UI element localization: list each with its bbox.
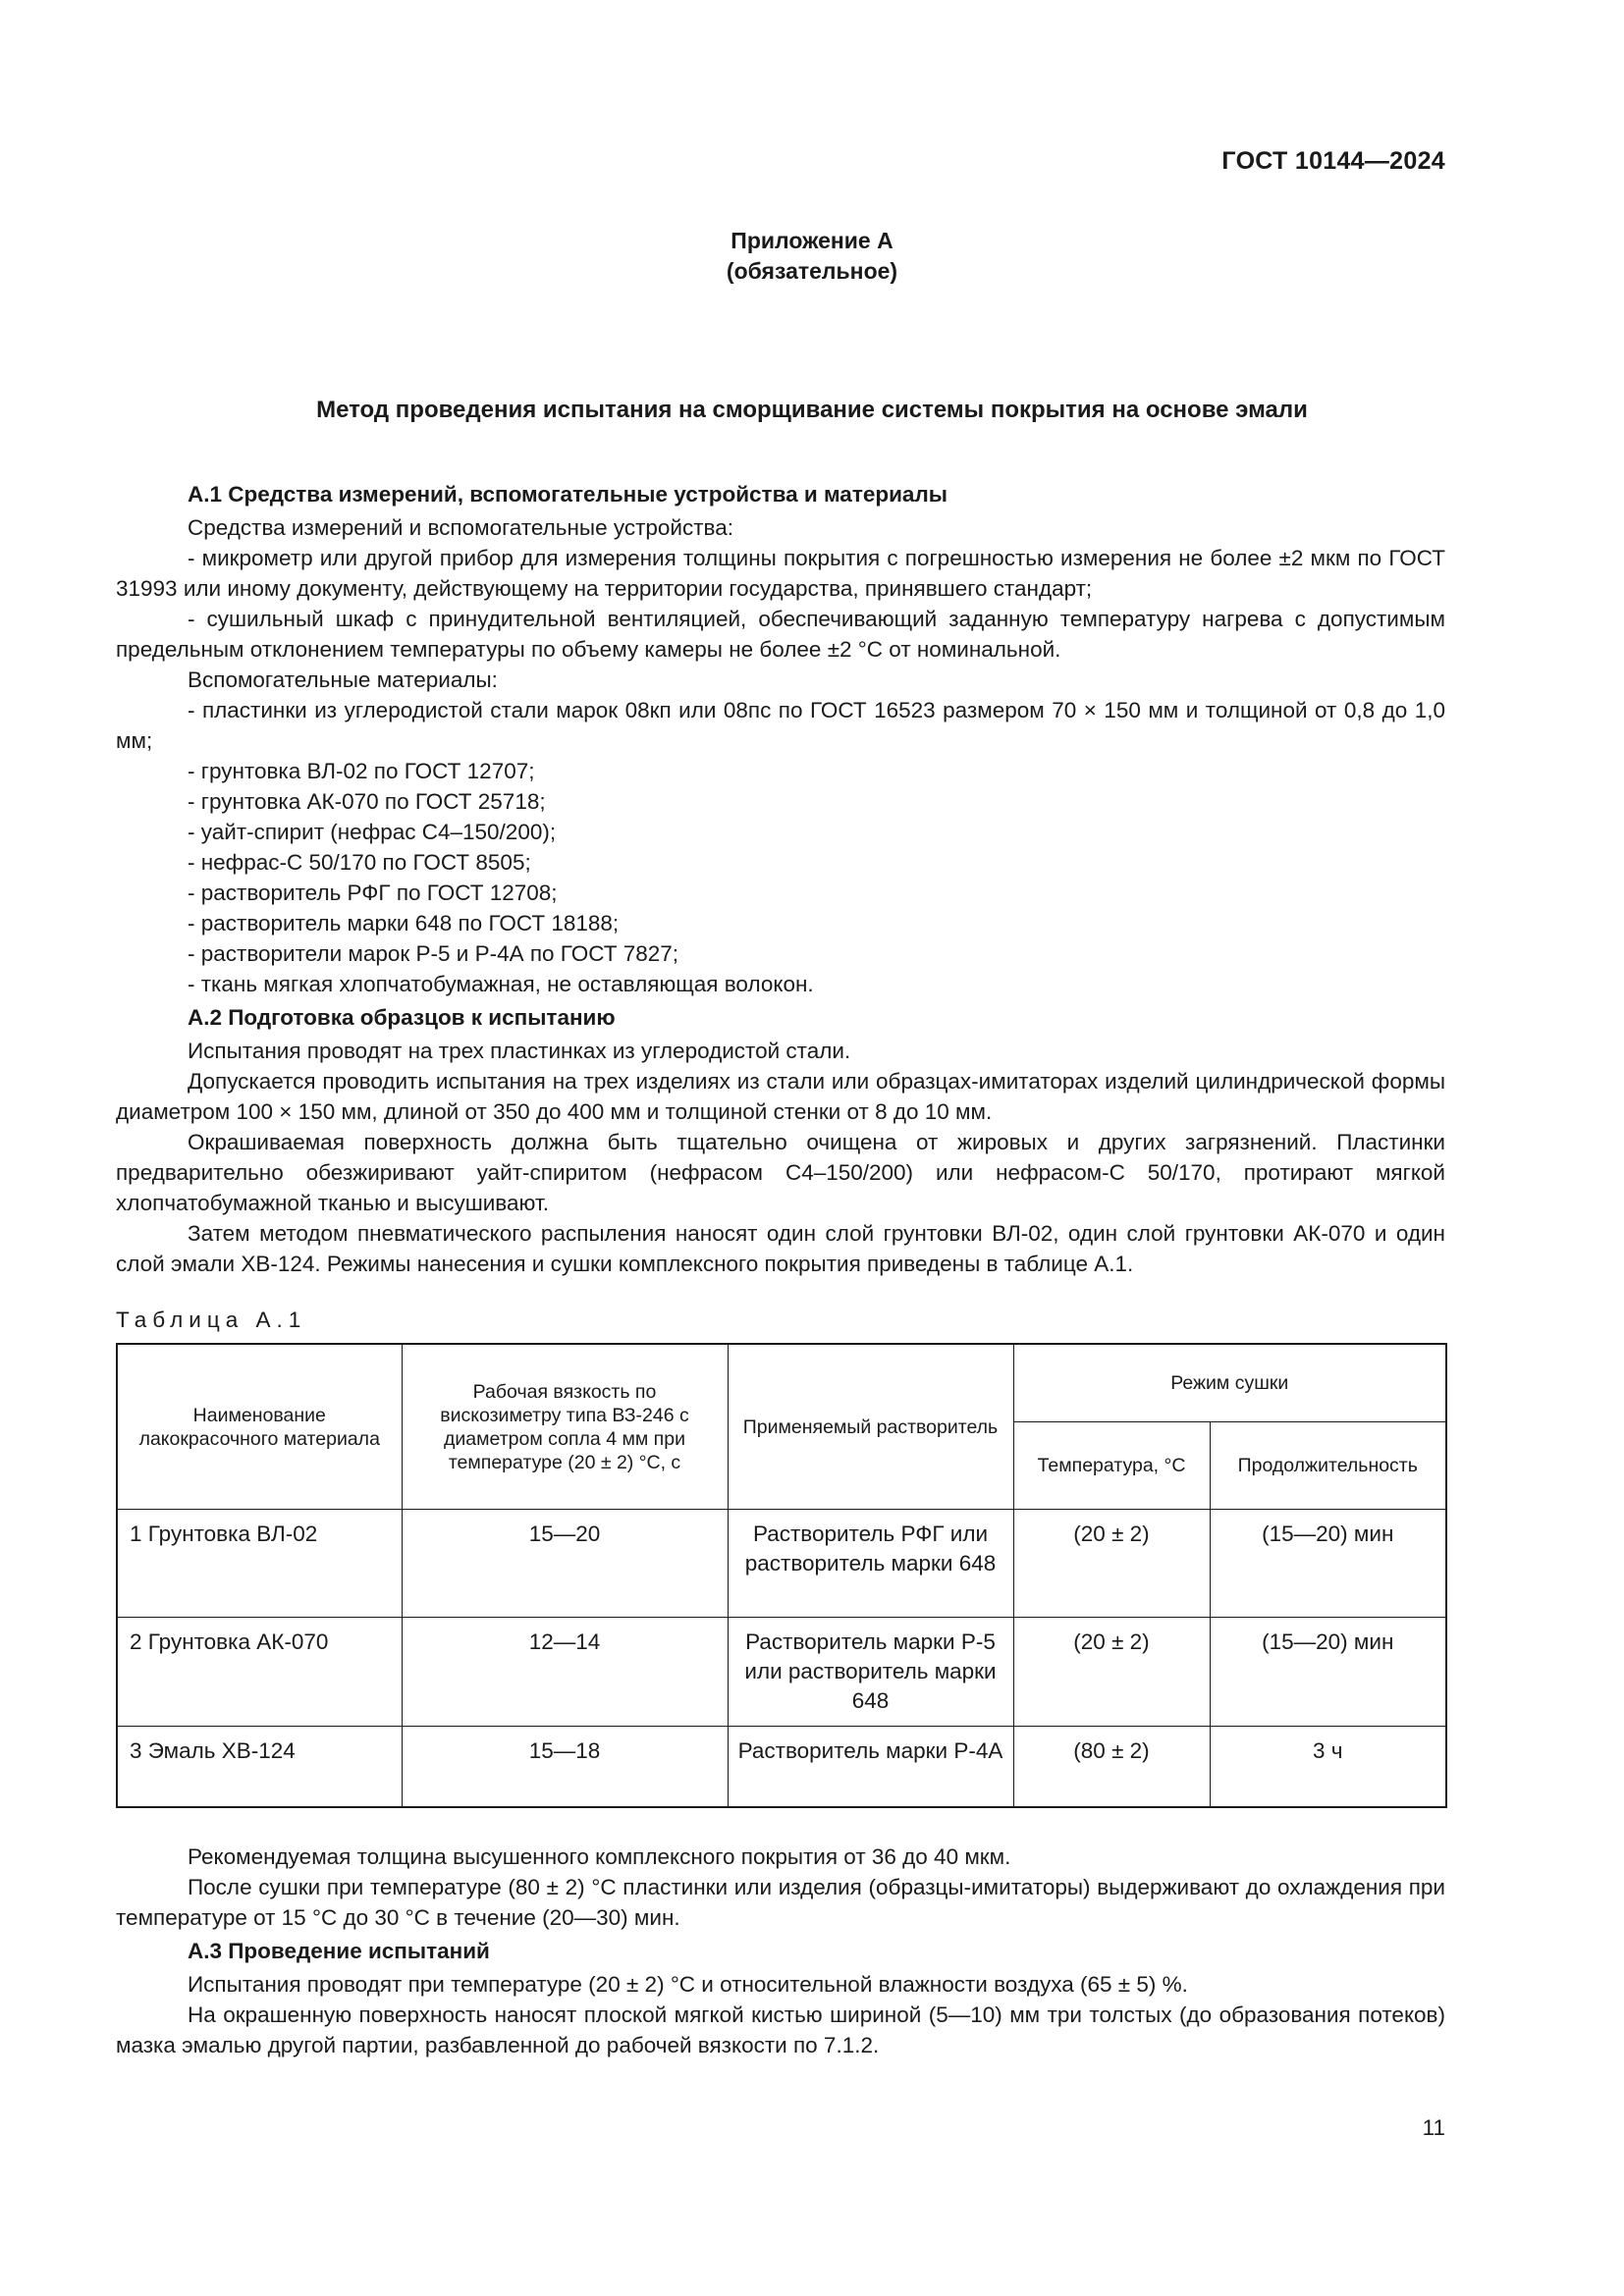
header-drying-mode: Режим сушки [1013, 1344, 1446, 1422]
table-row [117, 1727, 1446, 1807]
material-item: - растворители марок Р-5 и Р-4А по ГОСТ 7827; [188, 941, 679, 966]
cell-solvent: Растворитель РФГ или растворитель марки 648 [728, 1510, 1013, 1618]
cell-viscosity: 15—20 [402, 1510, 728, 1618]
cell-duration: 3 ч [1210, 1727, 1446, 1807]
section-a3-heading: А.3 Проведение испытаний [188, 1938, 490, 1963]
header-material: Наименование лакокрасочного материала [117, 1344, 402, 1510]
paragraph: Затем методом пневматического распыления наносят один слой грунтовки ВЛ-02, один слой грунтовки АК-070 и один слой эмали ХВ-124. Режимы нанесения и сушки комплексного покрытия приведены в таблице А.1. [116, 1221, 1445, 1276]
table-row [117, 1510, 1446, 1618]
table-caption: Таблица А.1 [116, 1308, 307, 1332]
material-item: - ткань мягкая хлопчатобумажная, не оставляющая волокон. [188, 972, 814, 996]
cell-solvent: Растворитель марки Р-4А [728, 1727, 1013, 1807]
cell-duration: (15—20) мин [1210, 1618, 1446, 1727]
cell-temperature: (20 ± 2) [1013, 1510, 1210, 1618]
paragraph: Рекомендуемая толщина высушенного комплексного покрытия от 36 до 40 мкм. [188, 1843, 1011, 1869]
instrument-item: - сушильный шкаф с принудительной вентиляцией, обеспечивающий заданную температуру нагрева с допустимым предельным отклонением температуры по объему камеры не более ±2 °С от номинальной. [116, 607, 1445, 662]
header-viscosity: Рабочая вязкость по вискозиметру типа ВЗ-246 с диаметром сопла 4 мм при температуре (20 ± 2) °С, с [402, 1344, 728, 1510]
cell-duration: (15—20) мин [1210, 1510, 1446, 1618]
after-table-text [116, 1842, 1445, 1933]
appendix-heading [0, 226, 1624, 287]
header-solvent: Применяемый растворитель [728, 1344, 1013, 1510]
paragraph: Окрашиваемая поверхность должна быть тщательно очищена от жировых и других загрязнений. Пластинки предварительно обезжиривают уайт-спиритом (нефрасом С4–150/200) или нефрасом-С 50/170, протирают мягкой хлопчатобумажной тканью и высушивают. [116, 1130, 1445, 1215]
section-a1-heading: А.1 Средства измерений, вспомогательные устройства и материалы [188, 482, 947, 507]
material-item: - растворитель РФГ по ГОСТ 12708; [188, 881, 558, 905]
material-item: - нефрас-С 50/170 по ГОСТ 8505; [188, 850, 531, 875]
document-title: Метод проведения испытания на сморщивание системы покрытия на основе эмали [316, 397, 1308, 423]
material-item: - грунтовка АК-070 по ГОСТ 25718; [188, 789, 546, 814]
cell-temperature: (20 ± 2) [1013, 1618, 1210, 1727]
material-item: - уайт-спирит (нефрас С4–150/200); [188, 820, 557, 844]
header-duration: Продолжительность [1210, 1422, 1446, 1510]
appendix-title: Приложение А [731, 228, 893, 253]
materials-intro: Вспомогательные материалы: [188, 667, 498, 692]
header-temperature: Температура, °С [1013, 1422, 1210, 1510]
material-item: - грунтовка ВЛ-02 по ГОСТ 12707; [188, 759, 535, 783]
material-item: - пластинки из углеродистой стали марок 08кп или 08пс по ГОСТ 16523 размером 70 × 150 мм и толщиной от 0,8 до 1,0 мм; [116, 698, 1445, 753]
page-number: 11 [1422, 2115, 1445, 2140]
appendix-status: (обязательное) [726, 258, 898, 284]
section-a2-heading: А.2 Подготовка образцов к испытанию [188, 1005, 616, 1030]
paragraph: После сушки при температуре (80 ± 2) °С пластинки или изделия (образцы-имитаторы) выдерживают до охлаждения при температуре от 15 °С до 30 °С в течение (20—30) мин. [116, 1874, 1445, 1930]
cell-material: 2 Грунтовка АК-070 [117, 1618, 402, 1727]
drying-modes-table [116, 1343, 1447, 1808]
paragraph: Испытания проводят на трех пластинках из углеродистой стали. [188, 1039, 851, 1063]
cell-material: 1 Грунтовка ВЛ-02 [117, 1510, 402, 1618]
standard-designation: ГОСТ 10144—2024 [1221, 147, 1445, 175]
cell-viscosity: 15—18 [402, 1727, 728, 1807]
paragraph: Испытания проводят при температуре (20 ± 2) °С и относительной влажности воздуха (65 ± 5) %. [188, 1971, 1188, 1997]
cell-solvent: Растворитель марки Р-5 или растворитель марки 648 [728, 1618, 1013, 1727]
material-item: - растворитель марки 648 по ГОСТ 18188; [188, 911, 620, 935]
instrument-item: - микрометр или другой прибор для измерения толщины покрытия с погрешностью измерения не более ±2 мкм по ГОСТ 31993 или иному документу, действующему на территории государства, принявшего стандарт; [116, 546, 1445, 601]
document-body [116, 476, 1445, 2060]
paragraph: Допускается проводить испытания на трех изделиях из стали или образцах-имитаторах изделий цилиндрической формы диаметром 100 × 150 мм, длиной от 350 до 400 мм и толщиной стенки от 8 до 10 мм. [116, 1069, 1445, 1124]
instruments-intro: Средства измерений и вспомогательные устройства: [188, 515, 734, 540]
cell-temperature: (80 ± 2) [1013, 1727, 1210, 1807]
cell-viscosity: 12—14 [402, 1618, 728, 1727]
table-row [117, 1618, 1446, 1727]
cell-material: 3 Эмаль ХВ-124 [117, 1727, 402, 1807]
paragraph: На окрашенную поверхность наносят плоской мягкой кистью шириной (5—10) мм три толстых (до образования потеков) мазка эмалью другой партии, разбавленной до рабочей вязкости по 7.1.2. [116, 2002, 1445, 2057]
